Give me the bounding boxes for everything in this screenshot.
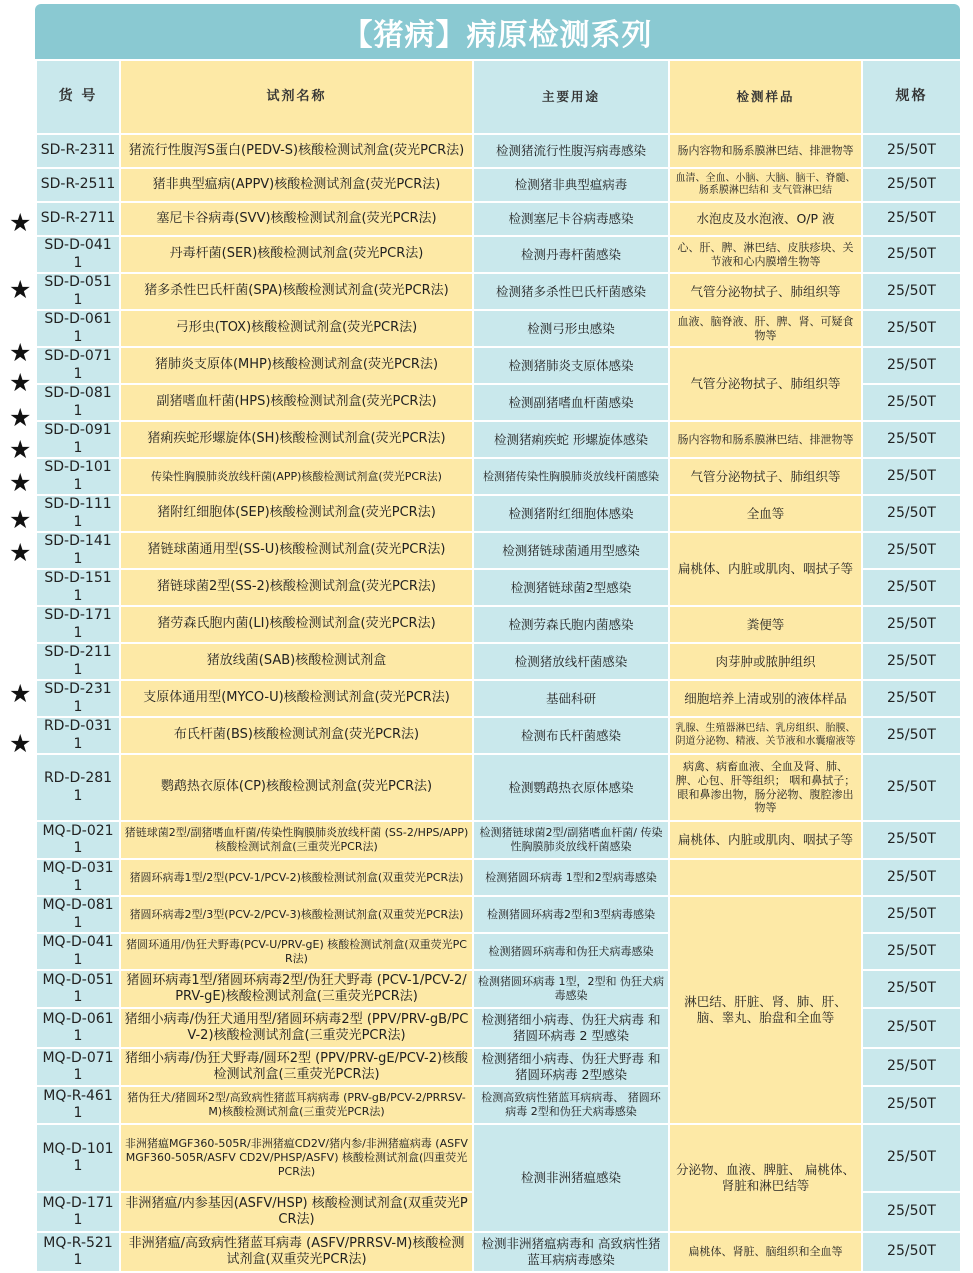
sample-cell: 肠内容物和肠系膜淋巴结、排泄物等 bbox=[669, 421, 862, 458]
table-row bbox=[36, 532, 961, 569]
spec-cell: 25/50T bbox=[862, 458, 961, 495]
spec-cell: 25/50T bbox=[862, 273, 961, 310]
star-icon: ★ bbox=[9, 505, 32, 534]
table-row bbox=[36, 421, 961, 458]
use-cell: 检测鹦鹉热衣原体感染 bbox=[473, 754, 669, 821]
spec-cell: 25/50T bbox=[862, 717, 961, 754]
spec-cell: 25/50T bbox=[862, 643, 961, 680]
code-cell: SD-D-1011 bbox=[36, 458, 120, 495]
table-row bbox=[36, 717, 961, 754]
code-cell: SD-D-0911 bbox=[36, 421, 120, 458]
use-cell: 检测猪附红细胞体感染 bbox=[473, 495, 669, 532]
name-cell: 猪细小病毒/伪狂犬野毒/圆环2型 (PPV/PRV-gE/PCV-2)核酸检测试剂盒(三重荧光PCR法) bbox=[120, 1048, 473, 1086]
code-cell: MQ-D-0311 bbox=[36, 859, 120, 896]
spec-cell: 25/50T bbox=[862, 347, 961, 384]
table-row bbox=[36, 754, 961, 821]
spec-cell: 25/50T bbox=[862, 859, 961, 896]
spec-cell: 25/50T bbox=[862, 168, 961, 202]
header-spec: 规格 bbox=[862, 60, 961, 134]
use-cell: 检测劳森氏胞内菌感染 bbox=[473, 606, 669, 643]
code-cell: SD-R-2311 bbox=[36, 134, 120, 168]
table-header-row bbox=[36, 60, 961, 134]
name-cell: 猪劳森氏胞内菌(LI)核酸检测试剂盒(荧光PCR法) bbox=[120, 606, 473, 643]
sample-cell: 扁桃体、内脏或肌肉、咽拭子等 bbox=[669, 821, 862, 859]
table-row bbox=[36, 1124, 961, 1192]
spec-cell: 25/50T bbox=[862, 495, 961, 532]
use-cell: 检测非洲猪瘟感染 bbox=[473, 1124, 669, 1232]
use-cell: 检测猪流行性腹泻病毒感染 bbox=[473, 134, 669, 168]
star-icon: ★ bbox=[9, 275, 32, 304]
spec-cell: 25/50T bbox=[862, 1192, 961, 1232]
use-cell: 检测猪痢疾蛇 形螺旋体感染 bbox=[473, 421, 669, 458]
code-cell: MQ-D-0211 bbox=[36, 821, 120, 859]
table-row bbox=[36, 273, 961, 310]
spec-cell: 25/50T bbox=[862, 606, 961, 643]
star-icon: ★ bbox=[9, 679, 32, 708]
name-cell: 丹毒杆菌(SER)核酸检测试剂盒(荧光PCR法) bbox=[120, 236, 473, 273]
use-cell: 检测猪链球菌2型感染 bbox=[473, 569, 669, 606]
sample-cell: 扁桃体、肾脏、脑组织和全血等 bbox=[669, 1232, 862, 1272]
code-cell: MQ-D-1711 bbox=[36, 1192, 120, 1232]
header-use: 主要用途 bbox=[473, 60, 669, 134]
code-cell: SD-R-2711 bbox=[36, 202, 120, 236]
use-cell: 检测猪圆环病毒2型和3型病毒感染 bbox=[473, 896, 669, 933]
table-row bbox=[36, 896, 961, 933]
use-cell: 检测猪放线杆菌感染 bbox=[473, 643, 669, 680]
use-cell: 检测塞尼卡谷病毒感染 bbox=[473, 202, 669, 236]
table-row bbox=[36, 236, 961, 273]
code-cell: SD-D-0411 bbox=[36, 236, 120, 273]
code-cell: MQ-D-1011 bbox=[36, 1124, 120, 1192]
name-cell: 副猪嗜血杆菌(HPS)核酸检测试剂盒(荧光PCR法) bbox=[120, 384, 473, 421]
code-cell: MQ-D-0411 bbox=[36, 933, 120, 970]
sample-cell: 肠内容物和肠系膜淋巴结、排泄物等 bbox=[669, 134, 862, 168]
table-row bbox=[36, 134, 961, 168]
name-cell: 塞尼卡谷病毒(SVV)核酸检测试剂盒(荧光PCR法) bbox=[120, 202, 473, 236]
name-cell: 猪肺炎支原体(MHP)核酸检测试剂盒(荧光PCR法) bbox=[120, 347, 473, 384]
code-cell: RD-D-2811 bbox=[36, 754, 120, 821]
spec-cell: 25/50T bbox=[862, 1232, 961, 1272]
spec-cell: 25/50T bbox=[862, 569, 961, 606]
table-row bbox=[36, 347, 961, 384]
use-cell: 检测猪多杀性巴氏杆菌感染 bbox=[473, 273, 669, 310]
name-cell: 鹦鹉热衣原体(CP)核酸检测试剂盒(荧光PCR法) bbox=[120, 754, 473, 821]
spec-cell: 25/50T bbox=[862, 1048, 961, 1086]
code-cell: SD-R-2511 bbox=[36, 168, 120, 202]
name-cell: 猪痢疾蛇形螺旋体(SH)核酸检测试剂盒(荧光PCR法) bbox=[120, 421, 473, 458]
use-cell: 检测丹毒杆菌感染 bbox=[473, 236, 669, 273]
code-cell: MQ-D-0811 bbox=[36, 896, 120, 933]
sample-cell-empty bbox=[669, 859, 862, 896]
table-row bbox=[36, 310, 961, 347]
name-cell: 猪圆环通用/伪狂犬野毒(PCV-U/PRV-gE) 核酸检测试剂盒(双重荧光PCR法) bbox=[120, 933, 473, 970]
name-cell: 非洲猪瘟MGF360-505R/非洲猪瘟CD2V/猪内参/非洲猪瘟病毒 (ASFV MGF360-505R/ASFV CD2V/PHSP/ASFV) 核酸检测试剂盒(四重荧光PCR法) bbox=[120, 1124, 473, 1192]
star-icon: ★ bbox=[9, 435, 32, 464]
name-cell: 猪链球菌2型/副猪嗜血杆菌/传染性胸膜肺炎放线杆菌 (SS-2/HPS/APP)核酸检测试剂盒(三重荧光PCR法) bbox=[120, 821, 473, 859]
spec-cell: 25/50T bbox=[862, 1008, 961, 1048]
use-cell: 检测副猪嗜血杆菌感染 bbox=[473, 384, 669, 421]
code-cell: MQ-D-0711 bbox=[36, 1048, 120, 1086]
sample-cell: 气管分泌物拭子、肺组织等 bbox=[669, 273, 862, 310]
code-cell: SD-D-1711 bbox=[36, 606, 120, 643]
name-cell: 猪附红细胞体(SEP)核酸检测试剂盒(荧光PCR法) bbox=[120, 495, 473, 532]
name-cell: 猪链球菌通用型(SS-U)核酸检测试剂盒(荧光PCR法) bbox=[120, 532, 473, 569]
sample-cell: 心、肝、脾、淋巴结、皮肤疹块、关节液和心内膜增生物等 bbox=[669, 236, 862, 273]
name-cell: 猪链球菌2型(SS-2)核酸检测试剂盒(荧光PCR法) bbox=[120, 569, 473, 606]
use-cell: 检测猪圆环病毒 1型和2型病毒感染 bbox=[473, 859, 669, 896]
star-icon: ★ bbox=[9, 468, 32, 497]
use-cell: 检测猪链球菌通用型感染 bbox=[473, 532, 669, 569]
table-row bbox=[36, 680, 961, 717]
code-cell: SD-D-1111 bbox=[36, 495, 120, 532]
use-cell: 检测猪非典型瘟病毒 bbox=[473, 168, 669, 202]
page-title: 【猪病】病原检测系列 bbox=[35, 4, 960, 59]
use-cell: 检测非洲猪瘟病毒和 高致病性猪蓝耳病病毒感染 bbox=[473, 1232, 669, 1272]
sample-cell: 细胞培养上清或别的液体样品 bbox=[669, 680, 862, 717]
spec-cell: 25/50T bbox=[862, 236, 961, 273]
spec-cell: 25/50T bbox=[862, 821, 961, 859]
spec-cell: 25/50T bbox=[862, 384, 961, 421]
table-row bbox=[36, 821, 961, 859]
name-cell: 支原体通用型(MYCO-U)核酸检测试剂盒(荧光PCR法) bbox=[120, 680, 473, 717]
use-cell: 检测高致病性猪蓝耳病病毒、 猪圆环病毒 2型和伪狂犬病毒感染 bbox=[473, 1086, 669, 1124]
spec-cell: 25/50T bbox=[862, 970, 961, 1008]
code-cell: SD-D-0711 bbox=[36, 347, 120, 384]
code-cell: SD-D-0811 bbox=[36, 384, 120, 421]
spec-cell: 25/50T bbox=[862, 421, 961, 458]
code-cell: SD-D-1411 bbox=[36, 532, 120, 569]
spec-cell: 25/50T bbox=[862, 754, 961, 821]
code-cell: SD-D-2111 bbox=[36, 643, 120, 680]
header-name: 试剂名称 bbox=[120, 60, 473, 134]
spec-cell: 25/50T bbox=[862, 896, 961, 933]
name-cell: 猪圆环病毒1型/2型(PCV-1/PCV-2)核酸检测试剂盒(双重荧光PCR法) bbox=[120, 859, 473, 896]
spec-cell: 25/50T bbox=[862, 680, 961, 717]
code-cell: SD-D-0511 bbox=[36, 273, 120, 310]
sample-cell: 血清、全血、小脑、大脑、脑干、脊髓、肠系膜淋巴结和 支气管淋巴结 bbox=[669, 168, 862, 202]
use-cell: 检测布氏杆菌感染 bbox=[473, 717, 669, 754]
use-cell: 基础科研 bbox=[473, 680, 669, 717]
header-code: 货 号 bbox=[36, 60, 120, 134]
name-cell: 非洲猪瘟/高致病性猪蓝耳病毒 (ASFV/PRRSV-M)核酸检测试剂盒(双重荧光PCR法) bbox=[120, 1232, 473, 1272]
sample-cell: 乳腺、生殖器淋巴结、乳房组织、胎膜、阴道分泌物、精液、关节液和水囊瘤液等 bbox=[669, 717, 862, 754]
sample-cell: 血液、脑脊液、肝、脾、肾、可疑食物等 bbox=[669, 310, 862, 347]
use-cell: 检测猪细小病毒、伪狂犬野毒 和猪圆环病毒 2型感染 bbox=[473, 1048, 669, 1086]
use-cell: 检测猪细小病毒、伪狂犬病毒 和猪圆环病毒 2 型感染 bbox=[473, 1008, 669, 1048]
table-row bbox=[36, 1232, 961, 1272]
table-row bbox=[36, 458, 961, 495]
star-markers bbox=[0, 0, 35, 1253]
code-cell: RD-D-0311 bbox=[36, 717, 120, 754]
sample-cell: 肉芽肿或脓肿组织 bbox=[669, 643, 862, 680]
name-cell: 非洲猪瘟/内参基因(ASFV/HSP) 核酸检测试剂盒(双重荧光PCR法) bbox=[120, 1192, 473, 1232]
sample-cell: 扁桃体、内脏或肌肉、咽拭子等 bbox=[669, 532, 862, 606]
name-cell: 猪多杀性巴氏杆菌(SPA)核酸检测试剂盒(荧光PCR法) bbox=[120, 273, 473, 310]
spec-cell: 25/50T bbox=[862, 1086, 961, 1124]
table-row bbox=[36, 202, 961, 236]
spec-cell: 25/50T bbox=[862, 933, 961, 970]
star-icon: ★ bbox=[9, 338, 32, 367]
star-icon: ★ bbox=[9, 368, 32, 397]
use-cell: 检测猪肺炎支原体感染 bbox=[473, 347, 669, 384]
product-table bbox=[35, 59, 962, 1273]
name-cell: 传染性胸膜肺炎放线杆菌(APP)核酸检测试剂盒(荧光PCR法) bbox=[120, 458, 473, 495]
header-sample: 检测样品 bbox=[669, 60, 862, 134]
sample-cell: 全血等 bbox=[669, 495, 862, 532]
spec-cell: 25/50T bbox=[862, 1124, 961, 1192]
code-cell: MQ-D-0611 bbox=[36, 1008, 120, 1048]
use-cell: 检测猪圆环病毒 1型，2型和 伪狂犬病毒感染 bbox=[473, 970, 669, 1008]
name-cell: 猪流行性腹泻S蛋白(PEDV-S)核酸检测试剂盒(荧光PCR法) bbox=[120, 134, 473, 168]
product-sheet bbox=[35, 4, 960, 1273]
spec-cell: 25/50T bbox=[862, 134, 961, 168]
code-cell: SD-D-1511 bbox=[36, 569, 120, 606]
name-cell: 猪伪狂犬/猪圆环2型/高致病性猪蓝耳病病毒 (PRV-gB/PCV-2/PRRSV-M)核酸检测试剂盒(三重荧光PCR法) bbox=[120, 1086, 473, 1124]
sample-cell: 水泡皮及水泡液、O/P 液 bbox=[669, 202, 862, 236]
code-cell: MQ-R-4611 bbox=[36, 1086, 120, 1124]
code-cell: MQ-R-5211 bbox=[36, 1232, 120, 1272]
table-row bbox=[36, 168, 961, 202]
table-row bbox=[36, 495, 961, 532]
name-cell: 猪放线菌(SAB)核酸检测试剂盒 bbox=[120, 643, 473, 680]
name-cell: 弓形虫(TOX)核酸检测试剂盒(荧光PCR法) bbox=[120, 310, 473, 347]
sample-cell: 病禽、病畜血液、全血及肾、肺、脾、心包、肝等组织； 咽和鼻拭子；眼和鼻渗出物，肠分泌物、腹腔渗出物等 bbox=[669, 754, 862, 821]
table-row bbox=[36, 606, 961, 643]
use-cell: 检测猪传染性胸膜肺炎放线杆菌感染 bbox=[473, 458, 669, 495]
spec-cell: 25/50T bbox=[862, 202, 961, 236]
star-icon: ★ bbox=[9, 403, 32, 432]
star-icon: ★ bbox=[9, 538, 32, 567]
code-cell: SD-D-2311 bbox=[36, 680, 120, 717]
use-cell: 检测猪圆环病毒和伪狂犬病毒感染 bbox=[473, 933, 669, 970]
sample-cell: 淋巴结、肝脏、肾、肺、肝、 脑、睾丸、胎盘和全血等 bbox=[669, 896, 862, 1124]
name-cell: 猪圆环病毒1型/猪圆环病毒2型/伪狂犬野毒 (PCV-1/PCV-2/PRV-gE)核酸检测试剂盒(三重荧光PCR法) bbox=[120, 970, 473, 1008]
sample-cell: 粪便等 bbox=[669, 606, 862, 643]
name-cell: 布氏杆菌(BS)核酸检测试剂盒(荧光PCR法) bbox=[120, 717, 473, 754]
name-cell: 猪圆环病毒2型/3型(PCV-2/PCV-3)核酸检测试剂盒(双重荧光PCR法) bbox=[120, 896, 473, 933]
sample-cell: 气管分泌物拭子、肺组织等 bbox=[669, 347, 862, 421]
use-cell: 检测弓形虫感染 bbox=[473, 310, 669, 347]
code-cell: SD-D-0611 bbox=[36, 310, 120, 347]
name-cell: 猪非典型瘟病(APPV)核酸检测试剂盒(荧光PCR法) bbox=[120, 168, 473, 202]
sample-cell: 分泌物、血液、脾脏、 扁桃体、肾脏和淋巴结等 bbox=[669, 1124, 862, 1232]
name-cell: 猪细小病毒/伪狂犬通用型/猪圆环病毒2型 (PPV/PRV-gB/PCV-2)核酸检测试剂盒(三重荧光PCR法) bbox=[120, 1008, 473, 1048]
spec-cell: 25/50T bbox=[862, 532, 961, 569]
spec-cell: 25/50T bbox=[862, 310, 961, 347]
star-icon: ★ bbox=[9, 729, 32, 758]
use-cell: 检测猪链球菌2型/副猪嗜血杆菌/ 传染性胸膜肺炎放线杆菌感染 bbox=[473, 821, 669, 859]
star-icon: ★ bbox=[9, 208, 32, 237]
sample-cell: 气管分泌物拭子、肺组织等 bbox=[669, 458, 862, 495]
code-cell: MQ-D-0511 bbox=[36, 970, 120, 1008]
table-row bbox=[36, 859, 961, 896]
table-row bbox=[36, 643, 961, 680]
